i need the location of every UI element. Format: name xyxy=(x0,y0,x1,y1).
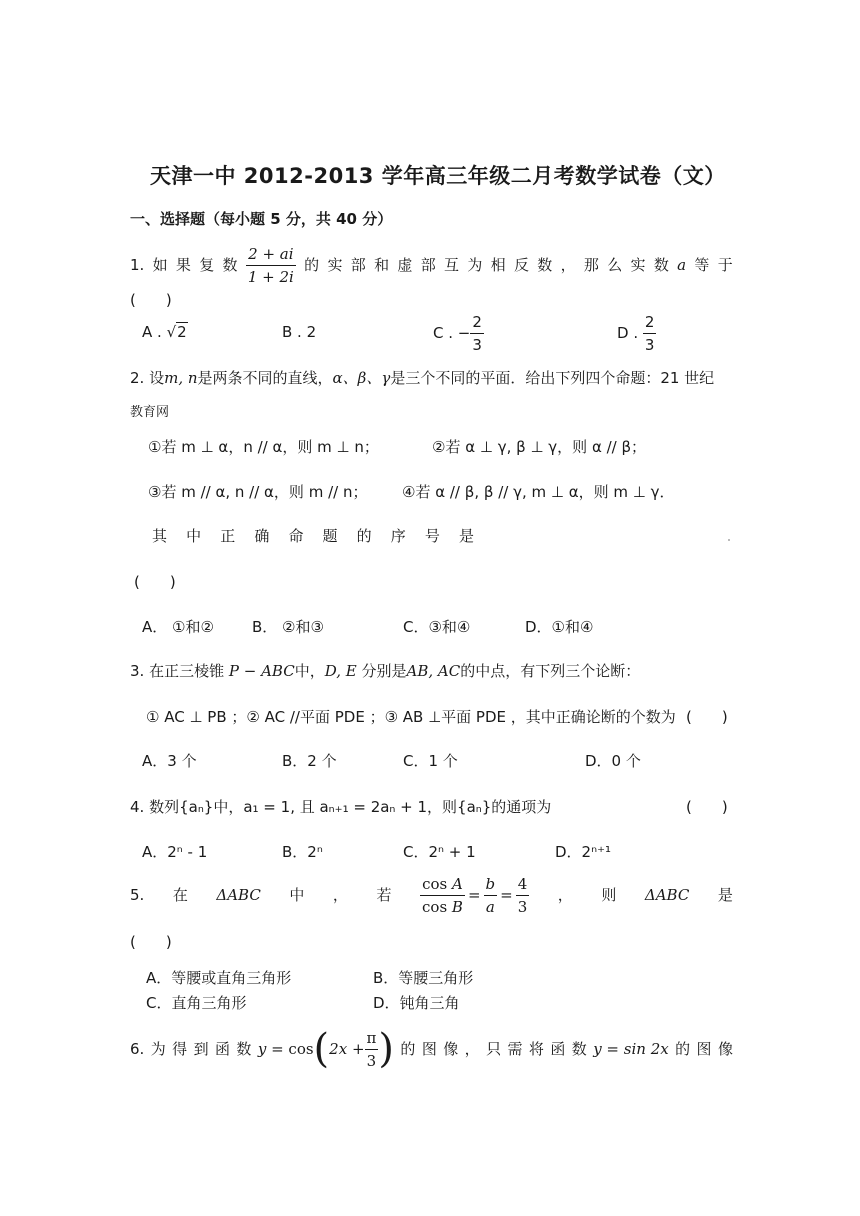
q2-word: 题 xyxy=(322,527,338,545)
q2-option-a: A． ①和② xyxy=(142,618,214,636)
section-heading: 一、选择题（每小题 5 分，共 40 分） xyxy=(130,210,393,228)
q6-function-2: y = sin 2x xyxy=(593,1040,669,1058)
q6-word: ， xyxy=(464,1040,480,1058)
q1-word: 的 xyxy=(304,256,320,274)
q2-word: 号 xyxy=(424,527,440,545)
question-4-line: 4. 数列{aₙ}中，a₁ = 1, 且 aₙ₊₁ = 2aₙ + 1，则{aₙ}的通项为 xyxy=(130,798,552,816)
q6-word: 图 xyxy=(421,1040,437,1058)
q3-text: 的中点，有下列三个论断： xyxy=(460,662,641,680)
q1-option-c-label: C . − xyxy=(433,324,471,342)
q1-fraction xyxy=(246,244,296,287)
q2-word: 正 xyxy=(220,527,236,545)
q6-word: 函 xyxy=(214,1040,230,1058)
q3-option-a: A．3 个 xyxy=(142,752,197,770)
q6-word: 的 xyxy=(675,1040,691,1058)
q1-option-d-fraction xyxy=(643,312,657,355)
q1-word: 部 xyxy=(350,256,366,274)
q5-number: 5. xyxy=(130,886,145,904)
question-1-line xyxy=(130,244,733,286)
q2-math: α、β、γ xyxy=(332,369,391,387)
q6-word: 为 xyxy=(150,1040,166,1058)
q1-answer-paren: ( ) xyxy=(130,291,172,309)
q2-text: 是两条不同的直线， xyxy=(197,369,333,387)
q6-word: 函 xyxy=(550,1040,566,1058)
q1-word: 互 xyxy=(444,256,460,274)
q1-option-d-den: 3 xyxy=(644,336,655,354)
q5-triangle: ΔABC xyxy=(216,886,261,904)
q2-word: 命 xyxy=(288,527,304,545)
q1-word: 数 xyxy=(653,256,669,274)
q2-word: 其 xyxy=(152,527,168,545)
q3-math: AB, AC xyxy=(406,662,461,680)
q6-word: 将 xyxy=(528,1040,544,1058)
q3-text: 3. 在正三棱锥 xyxy=(130,662,225,680)
q1-word: 和 xyxy=(374,256,390,274)
q4-option-d: D．2ⁿ⁺¹ xyxy=(555,843,612,861)
q6-word: 像 xyxy=(443,1040,459,1058)
q1-option-d-label: D . xyxy=(617,324,639,342)
q2-word: 序 xyxy=(390,527,406,545)
q2-word: 的 xyxy=(356,527,372,545)
q2-text: 2. 设 xyxy=(130,369,165,387)
q6-word: 得 xyxy=(172,1040,188,1058)
q2-question-line xyxy=(152,526,474,546)
q1-word: 数 xyxy=(222,256,238,274)
question-3-line-2: ① AC ⊥ PB ；② AC //平面 PDE ；③ AB ⊥平面 PDE ，其中正确论断的个数为 xyxy=(146,708,676,726)
question-6-line xyxy=(130,1028,733,1070)
q3-answer-paren: ( ) xyxy=(686,708,728,726)
page-title: 天津一中 2012-2013 学年高三年级二月考数学试卷（文） xyxy=(150,164,726,188)
q1-word: 部 xyxy=(420,256,436,274)
q6-number: 6. xyxy=(130,1040,145,1058)
q5-word: ， xyxy=(557,886,573,904)
q4-option-c: C．2ⁿ + 1 xyxy=(403,843,476,861)
q5-option-d: D．钝角三角 xyxy=(373,994,460,1012)
q1-word: 为 xyxy=(467,256,483,274)
q5-word: 中 xyxy=(289,886,305,904)
q5-word: 是 xyxy=(717,886,733,904)
q3-math: P − ABC xyxy=(228,662,295,680)
q1-word: 数 xyxy=(537,256,553,274)
q2-option-c: C．③和④ xyxy=(403,618,471,636)
q1-option-c-num: 2 xyxy=(470,312,484,334)
q5-word: ， xyxy=(332,886,348,904)
q2-proposition-4: ④若 α // β, β // γ, m ⊥ α，则 m ⊥ γ． xyxy=(402,483,675,501)
q5-answer-paren: ( ) xyxy=(130,933,172,951)
q1-word: 实 xyxy=(630,256,646,274)
q2-answer-paren: ( ) xyxy=(134,573,176,591)
q3-text: 中， xyxy=(294,662,325,680)
q2-text: 是三个不同的平面．给出下列四个命题：21 世纪 xyxy=(390,369,715,387)
question-2-line-1 xyxy=(130,368,714,388)
q2-word: 确 xyxy=(254,527,270,545)
q1-fraction-numerator: 2 + ai xyxy=(246,244,295,266)
sqrt-symbol: √2 xyxy=(166,323,187,341)
q1-option-a xyxy=(142,322,188,342)
q6-word: 图 xyxy=(696,1040,712,1058)
q1-word: 等 xyxy=(694,256,710,274)
question-5-line xyxy=(130,874,733,916)
q1-word: 相 xyxy=(490,256,506,274)
q3-option-d: D．0 个 xyxy=(585,752,641,770)
q4-answer-paren: ( ) xyxy=(686,798,728,816)
q1-word: ， xyxy=(560,256,576,274)
q6-word: 像 xyxy=(717,1040,733,1058)
q3-math: D, E xyxy=(324,662,357,680)
q6-word: 数 xyxy=(236,1040,252,1058)
question-2-line-2: 教育网 xyxy=(130,405,170,420)
q2-option-b: B． ②和③ xyxy=(252,618,324,636)
q3-option-c: C．1 个 xyxy=(403,752,458,770)
q6-word: 数 xyxy=(571,1040,587,1058)
q2-proposition-1: ①若 m ⊥ α，n // α，则 m ⊥ n； xyxy=(148,438,379,456)
q2-option-d: D．①和④ xyxy=(525,618,594,636)
q6-word: 的 xyxy=(400,1040,416,1058)
q1-option-c-fraction xyxy=(470,312,484,355)
q5-equation: $\frac{\text{cos A}}{\text{cos B}}$ = $\frac{b}{a}$ = $\frac{4}{3}$ xyxy=(422,874,528,916)
q6-function-1: y = cos ( 2x + $\frac{\pi}{3}$ ) xyxy=(257,1026,394,1072)
q1-word: 虚 xyxy=(397,256,413,274)
q1-word: 实 xyxy=(327,256,343,274)
q3-option-b: B．2 个 xyxy=(282,752,337,770)
q1-fraction-denominator: 1 + 2i xyxy=(247,267,294,286)
q1-option-c-den: 3 xyxy=(472,336,482,354)
q1-option-b: B . 2 xyxy=(282,323,317,341)
q5-option-b: B．等腰三角形 xyxy=(373,969,474,987)
question-3-line-1 xyxy=(130,661,640,681)
q2-word: 是 xyxy=(458,527,474,545)
q1-option-a-value: 2 xyxy=(177,323,187,341)
q1-number: 1. xyxy=(130,256,145,274)
q5-frac-43: $\frac{4}{3}$ xyxy=(517,874,528,916)
q1-word: 么 xyxy=(607,256,623,274)
q5-word: 则 xyxy=(601,886,617,904)
q1-option-c xyxy=(433,312,484,355)
q2-proposition-3: ③若 m // α, n // α，则 m // n； xyxy=(148,483,368,501)
q5-frac-ba: $\frac{b}{a}$ xyxy=(485,874,496,916)
q1-option-a-label: A . xyxy=(142,323,162,341)
q5-option-c: C．直角三角形 xyxy=(146,994,247,1012)
q1-word: 反 xyxy=(513,256,529,274)
q5-option-a: A．等腰或直角三角形 xyxy=(146,969,292,987)
q4-option-a: A．2ⁿ - 1 xyxy=(142,843,208,861)
q5-word: 若 xyxy=(376,886,392,904)
q1-word: 果 xyxy=(175,256,191,274)
q2-proposition-2: ②若 α ⊥ γ, β ⊥ γ，则 α // β； xyxy=(432,438,647,456)
q6-word: 需 xyxy=(507,1040,523,1058)
q4-option-b: B．2ⁿ xyxy=(282,843,323,861)
q2-math: m, n xyxy=(164,369,198,387)
q1-option-d-num: 2 xyxy=(643,312,657,334)
q6-frac-pi3: $\frac{\pi}{3}$ xyxy=(366,1028,377,1070)
q6-word: 到 xyxy=(193,1040,209,1058)
q5-frac-cos: $\frac{\text{cos A}}{\text{cos B}}$ xyxy=(422,874,463,916)
q5-triangle: ΔABC xyxy=(644,886,690,904)
q1-word: 于 xyxy=(717,256,733,274)
q1-variable: a xyxy=(677,256,687,274)
q2-word: 中 xyxy=(186,527,202,545)
q1-word: 复 xyxy=(199,256,215,274)
q5-word: 在 xyxy=(172,886,188,904)
q1-word: 那 xyxy=(583,256,599,274)
stray-dot xyxy=(728,539,730,541)
q1-option-d xyxy=(617,312,656,355)
q3-text: 分别是 xyxy=(361,662,407,680)
q1-word: 如 xyxy=(152,256,168,274)
q6-word: 只 xyxy=(486,1040,502,1058)
